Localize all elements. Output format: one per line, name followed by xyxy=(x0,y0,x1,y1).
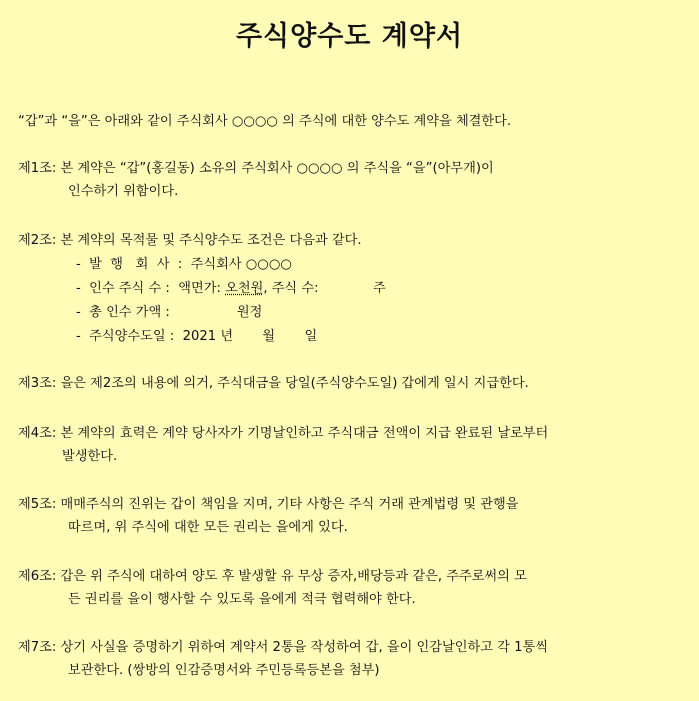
document-title: 주식양수도 계약서 xyxy=(235,21,464,52)
article3-line1: 제3조: 을은 제2조의 내용에 의거, 주식대금을 당일(주식양수도일) 갑에게 일시 지급한다. xyxy=(18,376,529,391)
article2-item-shares xyxy=(76,279,386,299)
article1-line2: 인수하기 위함이다. xyxy=(68,184,179,199)
article4-line1: 제4조: 본 계약의 효력은 계약 당사자가 기명날인하고 주식대금 전액이 지급 완료된 날로부터 xyxy=(18,426,549,441)
article6-line1: 제6조: 갑은 위 주식에 대하여 양도 후 발생할 유 무상 증자,배당등과 같은, 주주로써의 모 xyxy=(18,569,527,584)
article2-line1: 제2조: 본 계약의 목적물 및 주식양수도 조건은 다음과 같다. xyxy=(18,233,362,248)
article4-line2: 발생한다. xyxy=(62,449,118,464)
article5-line1: 제5조: 매매주식의 진위는 갑이 책임을 지며, 기타 사항은 주식 거래 관계법령 및 관행을 xyxy=(18,497,519,512)
shares-label: - 인수 주식 수 : 액면가: xyxy=(76,281,226,296)
article2-item-issuer: - 발 행 회 사 : 주식회사 ○○○○ xyxy=(76,257,292,272)
article6-line2: 든 권리를 을이 행사할 수 있도록 을에게 적극 협력해야 한다. xyxy=(68,592,416,607)
intro-text: “갑”과 “을”은 아래와 같이 주식회사 ○○○○ 의 주식에 대한 양수도 계약을 체결한다. xyxy=(18,114,512,129)
article2-item-total-price: - 총 인수 가액 : 원정 xyxy=(76,305,263,320)
article5-line2: 따르며, 위 주식에 대한 모든 권리는 을에게 있다. xyxy=(68,520,348,535)
article1-line1: 제1조: 본 계약은 “갑”(홍길동) 소유의 주식회사 ○○○○ 의 주식을 “을”(아무개)이 xyxy=(18,161,494,176)
par-value: 오천원 xyxy=(225,281,264,296)
shares-count-label: , 주식 수: 주 xyxy=(263,281,386,296)
article2-item-transfer-date: - 주식양수도일 : 2021 년 월 일 xyxy=(76,329,318,344)
article7-line1: 제7조: 상기 사실을 증명하기 위하여 계약서 2통을 작성하여 갑, 을이 인감날인하고 각 1통씩 xyxy=(18,640,548,655)
article7-line2: 보관한다. (쌍방의 인감증명서와 주민등록등본을 첨부) xyxy=(68,663,380,678)
